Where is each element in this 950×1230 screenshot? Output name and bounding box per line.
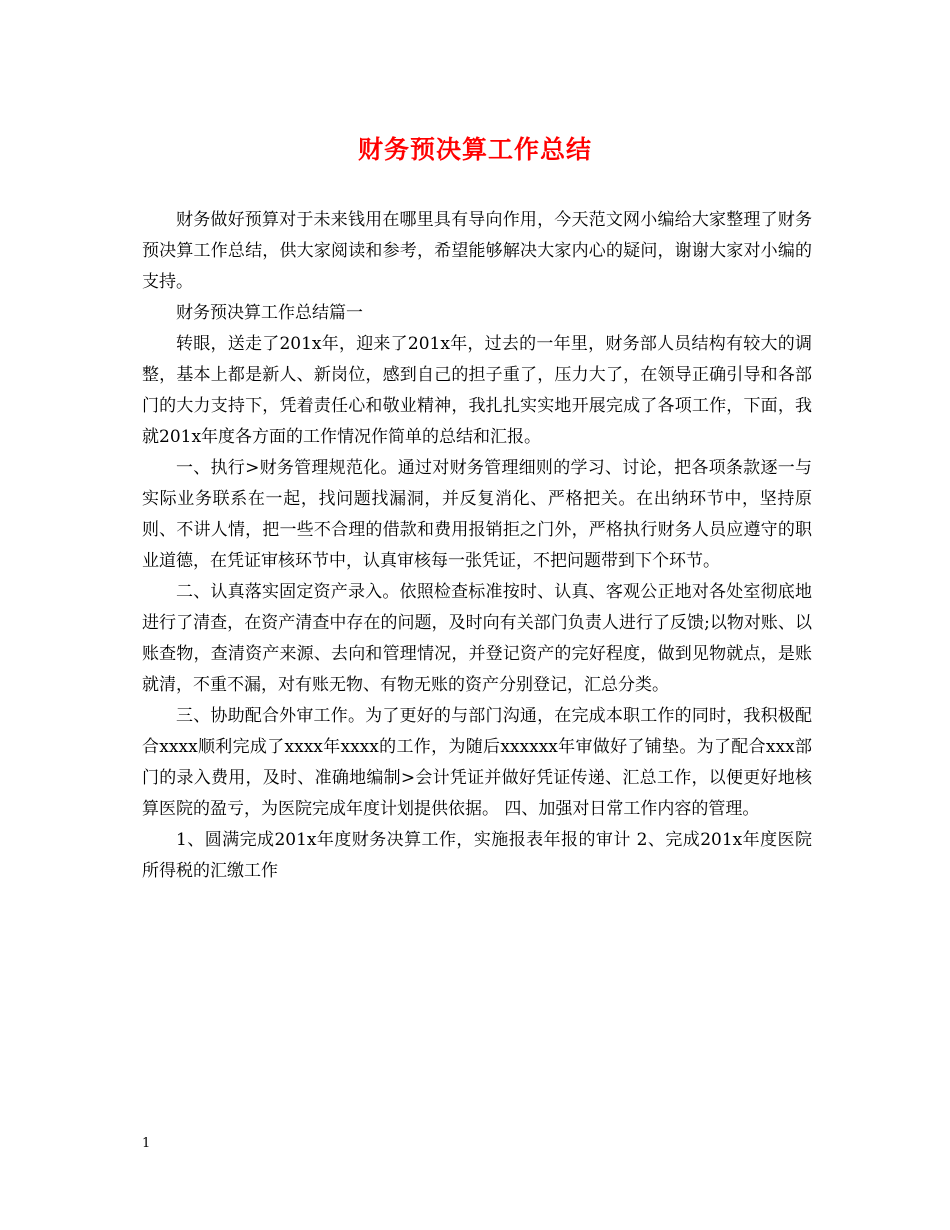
paragraph-point-two: 二、认真落实固定资产录入。依照检查标准按时、认真、客观公正地对各处室彻底地进行了清查，在资产清查中存在的问题，及时向有关部门负责人进行了反馈;以物对账、以账查物，查清资产来源、去向和管理情况，并登记资产的完好程度，做到见物就点，是账就清，不重不漏，对有账无物、有物无账的资产分别登记，汇总分类。 [142,582,812,695]
paragraph-list-items: 1、圆满完成201x年度财务决算工作，实施报表年报的审计 2、完成201x年度医院所得税的汇缴工作 [142,830,812,881]
document-title: 财务预决算工作总结 [357,135,592,164]
paragraph-point-one: 一、执行>财务管理规范化。通过对财务管理细则的学习、讨论，把各项条款逐一与实际业务联系在一起，找问题找漏洞，并反复消化、严格把关。在出纳环节中，坚持原则、不讲人情，把一些不合理的借款和费用报销拒之门外，严格执行财务人员应遵守的职业道德，在凭证审核环节中，认真审核每一张凭证，不把问题带到下个环节。 [142,458,812,571]
document-body [142,205,812,887]
paragraph-opening: 转眼，送走了201x年，迎来了201x年，过去的一年里，财务部人员结构有较大的调整，基本上都是新人、新岗位，感到自己的担子重了，压力大了，在领导正确引导和各部门的大力支持下，凭着责任心和敬业精神，我扎扎实实地开展完成了各项工作，下面，我就201x年度各方面的工作情况作简单的总结和汇报。 [142,334,812,447]
paragraph-intro: 财务做好预算对于未来钱用在哪里具有导向作用，今天范文网小编给大家整理了财务预决算工作总结，供大家阅读和参考，希望能够解决大家内心的疑问，谢谢大家对小编的支持。 [142,210,812,292]
paragraph-point-three: 三、协助配合外审工作。为了更好的与部门沟通，在完成本职工作的同时，我积极配合xxxx顺利完成了xxxx年xxxx的工作，为随后xxxxxx年审做好了铺垫。为了配合xxx部门的录入费用，及时、准确地编制>会计凭证并做好凭证传递、汇总工作，以便更好地核算医院的盈亏，为医院完成年度计划提供依据。 四、加强对日常工作内容的管理。 [142,706,812,819]
paragraph-section-heading: 财务预决算工作总结篇一 [176,303,363,323]
page-number: 1 [142,1136,151,1151]
